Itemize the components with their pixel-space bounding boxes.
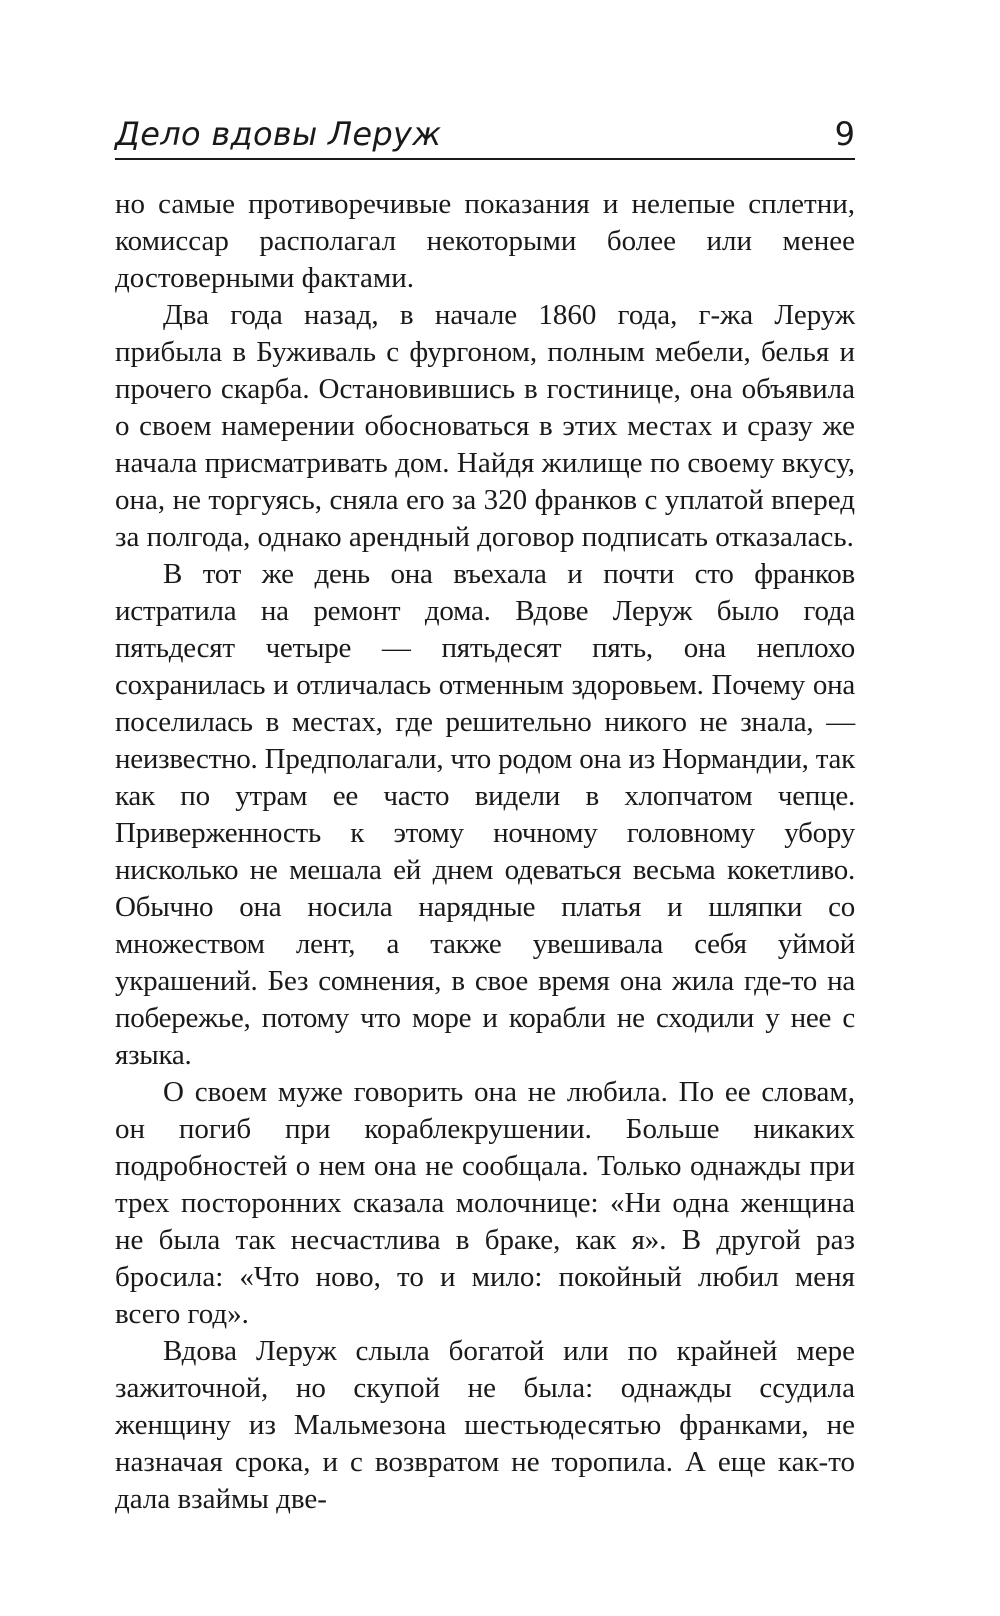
paragraph-3: В тот же день она въехала и почти сто франков истратила на ремонт дома. Вдове Леруж было года пятьдесят четыре — пятьдесят пять, она неплохо сохранилась и отличалась отменным здоровьем. Почему она поселилась в местах, где решительно никого не знала, — неизвестно. Предполагали, что родом она из Нормандии, так как по утрам ее часто видели в хлопчатом чепце. Приверженность к этому ночному головному убору нисколько не мешала ей днем одеваться весьма кокетливо. Обычно она носила нарядные платья и шляпки со множеством лент, а также увешивала себя уймой украшений. Без сомнения, в свое время она жила где-то на побережье, потому что море и корабли не сходили у нее с языка. <box>115 558 855 1071</box>
running-title: Дело вдовы Леруж <box>115 115 442 153</box>
paragraph-5: Вдова Леруж слыла богатой или по крайней мере зажиточной, но скупой не была: однажды ссудила женщину из Мальмезона шестьюдесятью франками, не назначая срока, и с возвратом не торопила. А еще как-то дала взаймы две- <box>115 1335 855 1515</box>
paragraph-1: но самые противоречивые показания и нелепые сплетни, комиссар располагал некоторыми более или менее достоверными фактами. <box>115 188 855 294</box>
paragraph-2: Два года назад, в начале 1860 года, г-жа Леруж прибыла в Буживаль с фургоном, полным мебели, белья и прочего скарба. Остановившись в гостинице, она объявила о своем намерении обосноваться в этих местах и сразу же начала присматривать дом. Найдя жилище по своему вкусу, она, не торгуясь, сняла его за 320 франков с уплатой вперед за полгода, однако арендный договор подписать отказалась. <box>115 299 855 553</box>
page-header <box>115 108 855 160</box>
paragraph-4: О своем муже говорить она не любила. По ее словам, он погиб при кораблекрушении. Больше никаких подробностей о нем она не сообщала. Только однажды при трех посторонних сказала молочнице: «Ни одна женщина не была так несчастлива в браке, как я». В другой раз бросила: «Что ново, то и мило: покойный любил меня всего год». <box>115 1076 855 1330</box>
page-number: 9 <box>834 115 855 153</box>
body-text <box>115 186 855 1518</box>
